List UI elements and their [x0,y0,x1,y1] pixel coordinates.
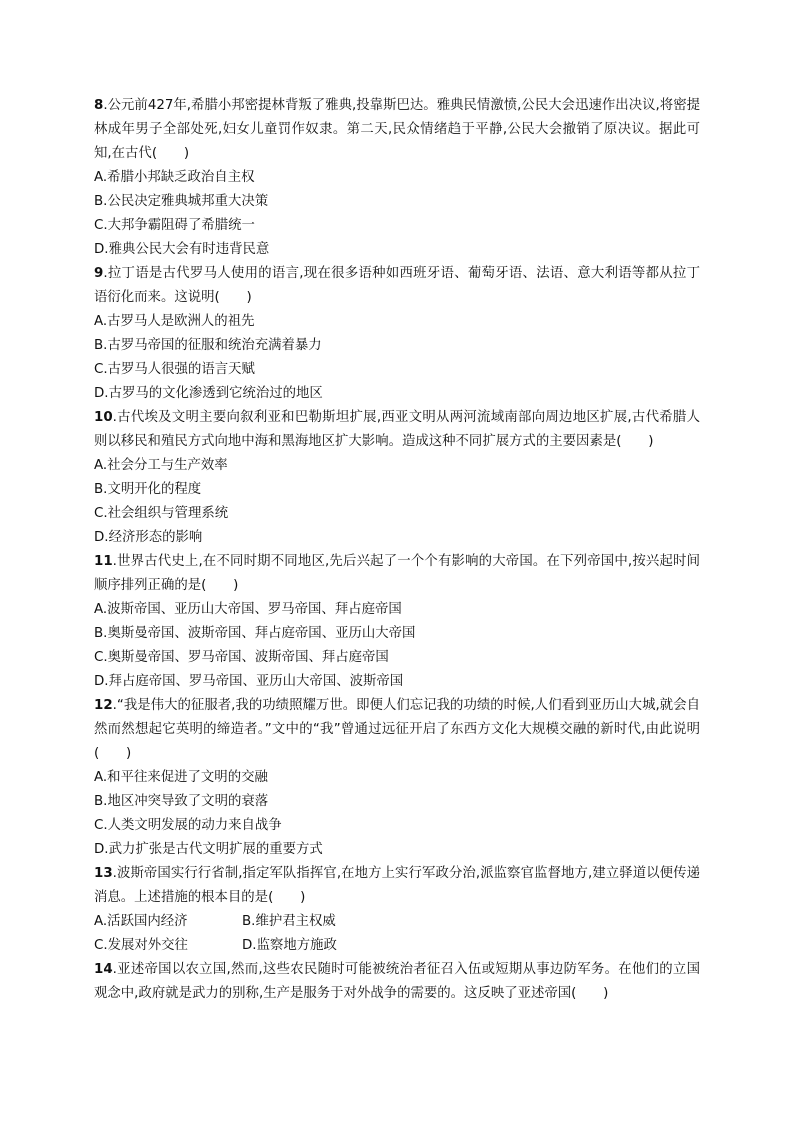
question-stem [94,550,700,598]
question-number: 9 [94,266,104,281]
question-13 [94,862,700,958]
question-text: .“我是伟大的征服者,我的功绩照耀万世。即便人们忘记我的功绩的时候,人们看到亚历山大城,就会自然而然想起它英明的缔造者。”文中的“我”曾通过远征开启了东西方文化大规模交融的新时代,由此说明( ) [94,698,700,761]
option-a: A.和平往来促进了文明的交融 [94,770,268,785]
option-d: D.拜占庭帝国、罗马帝国、亚历山大帝国、波斯帝国 [94,674,404,689]
option-row [94,910,700,934]
option-b: B.奥斯曼帝国、波斯帝国、拜占庭帝国、亚历山大帝国 [94,626,416,641]
option-a: A.波斯帝国、亚历山大帝国、罗马帝国、拜占庭帝国 [94,602,402,617]
question-number: 12 [94,698,113,713]
option-d: D.武力扩张是古代文明扩展的重要方式 [94,842,323,857]
question-9 [94,262,700,406]
option-b: B.维护君主权威 [242,914,336,929]
question-stem [94,94,700,166]
question-text: .公元前427年,希腊小邦密提林背叛了雅典,投靠斯巴达。雅典民情激愤,公民大会迅速作出决议,将密提林成年男子全部处死,妇女儿童罚作奴隶。第二天,民众情绪趋于平静,公民大会撤销了原决议。据此可知,在古代( ) [94,98,700,161]
option-a: A.古罗马人是欧洲人的祖先 [94,314,255,329]
option-c: C.奥斯曼帝国、罗马帝国、波斯帝国、拜占庭帝国 [94,650,389,665]
option-c: C.大邦争霸阻碍了希腊统一 [94,218,255,233]
option-b: B.古罗马帝国的征服和统治充满着暴力 [94,338,322,353]
question-text: .古代埃及文明主要向叙利亚和巴勒斯坦扩展,西亚文明从两河流域南部向周边地区扩展,古代希腊人则以移民和殖民方式向地中海和黑海地区扩大影响。造成这种不同扩展方式的主要因素是( ) [94,410,700,449]
option-c: C.人类文明发展的动力来自战争 [94,818,282,833]
option-c: C.社会组织与管理系统 [94,506,229,521]
question-14 [94,958,700,1006]
question-number: 8 [94,98,104,113]
option-b: B.地区冲突导致了文明的衰落 [94,794,269,809]
option-d: D.古罗马的文化渗透到它统治过的地区 [94,386,323,401]
question-text: .拉丁语是古代罗马人使用的语言,现在很多语种如西班牙语、葡萄牙语、法语、意大利语等都从拉丁语衍化而来。这说明( ) [94,266,700,305]
question-stem [94,958,700,1006]
question-text: .波斯帝国实行行省制,指定军队指挥官,在地方上实行军政分治,派监察官监督地方,建立驿道以便传递消息。上述措施的根本目的是( ) [94,866,700,905]
question-number: 14 [94,962,113,977]
option-c: C.古罗马人很强的语言天赋 [94,362,255,377]
question-stem [94,262,700,310]
question-stem [94,862,700,910]
option-a: A.希腊小邦缺乏政治自主权 [94,170,255,185]
question-text: .亚述帝国以农立国,然而,这些农民随时可能被统治者征召入伍或短期从事边防军务。在他们的立国观念中,政府就是武力的别称,生产是服务于对外战争的需要的。这反映了亚述帝国( ) [94,962,700,1001]
question-number: 13 [94,866,113,881]
question-stem [94,406,700,454]
question-11 [94,550,700,694]
question-number: 11 [94,554,113,569]
question-number: 10 [94,410,113,425]
option-c: C.发展对外交往 [94,938,188,953]
option-d: D.监察地方施政 [242,938,337,953]
question-8 [94,94,700,262]
option-d: D.经济形态的影响 [94,530,203,545]
option-row [94,934,700,958]
question-10 [94,406,700,550]
question-list [94,94,700,1006]
option-a: A.活跃国内经济 [94,914,188,929]
question-stem [94,694,700,766]
option-d: D.雅典公民大会有时违背民意 [94,242,270,257]
option-b: B.文明开化的程度 [94,482,202,497]
option-b: B.公民决定雅典城邦重大决策 [94,194,269,209]
question-12 [94,694,700,862]
question-text: .世界古代史上,在不同时期不同地区,先后兴起了一个个有影响的大帝国。在下列帝国中,按兴起时间顺序排列正确的是( ) [94,554,700,593]
option-a: A.社会分工与生产效率 [94,458,228,473]
